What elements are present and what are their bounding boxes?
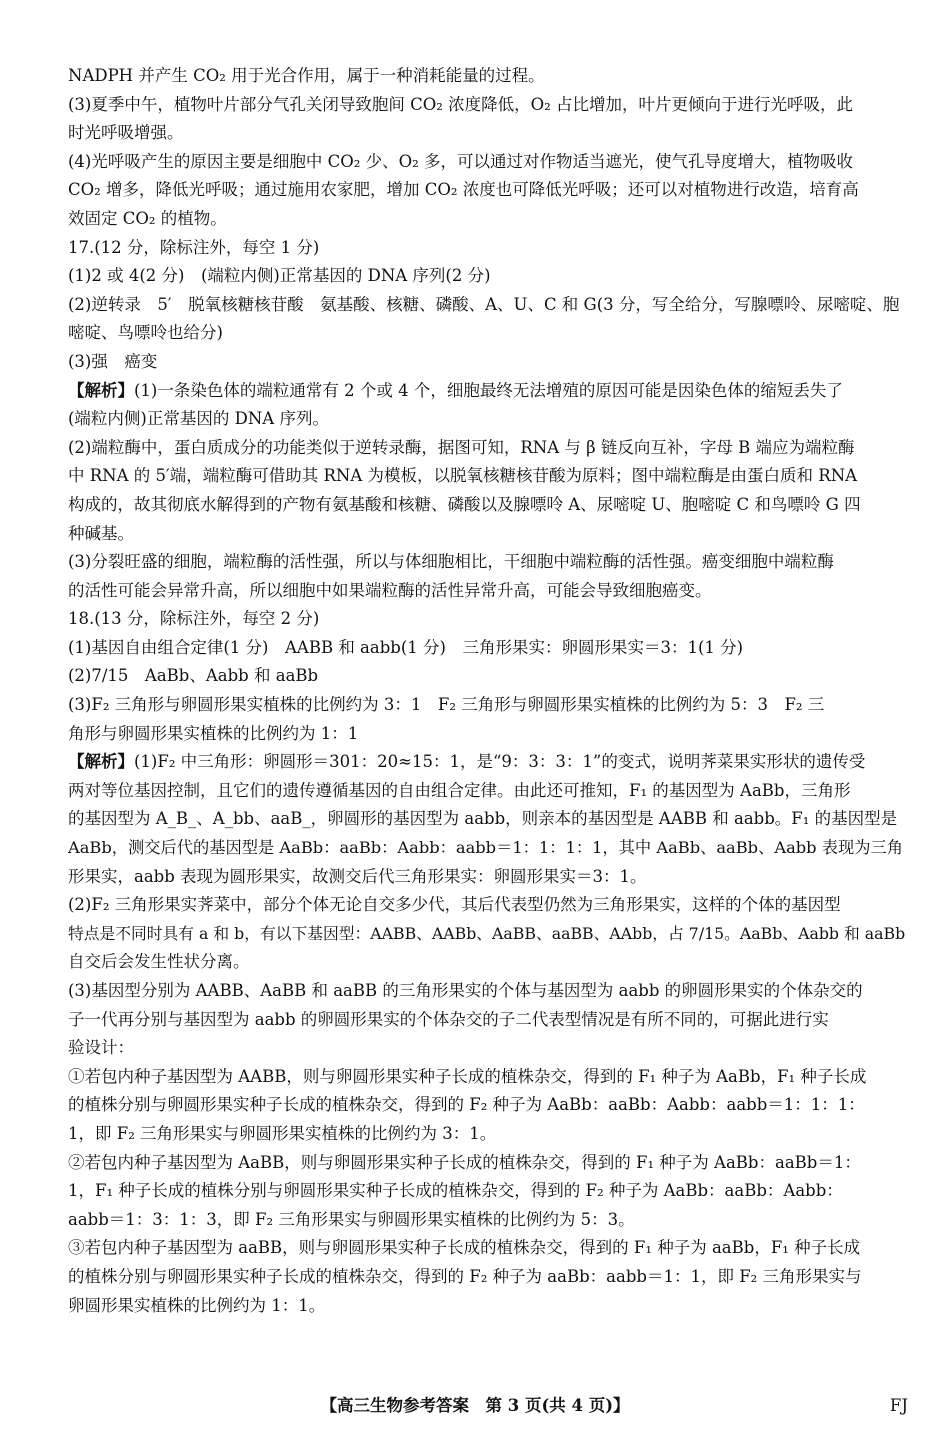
text-line: 中 RNA 的 5′端，端粒酶可借助其 RNA 为模板，以脱氧核糖核苷酸为原料；图中端粒酶是由蛋白质和 RNA: [68, 466, 858, 486]
text-line: 特点是不同时具有 a 和 b，有以下基因型：AABB、AABb、AaBB、aaBB、AAbb，占 7/15。AaBb、Aabb 和 aaBb: [68, 923, 906, 943]
text-line: 构成的，故其彻底水解得到的产物有氨基酸和核糖、磷酸以及腺嘌呤 A、尿嘧啶 U、胞嘧啶 C 和鸟嘌呤 G 四: [68, 494, 861, 514]
text-line: NADPH 并产生 CO₂ 用于光合作用，属于一种消耗能量的过程。: [68, 66, 545, 85]
text-line: 的植株分别与卵圆形果实种子长成的植株杂交，得到的 F₂ 种子为 aaBb：aabb＝1：1，即 F₂ 三角形果实与: [68, 1266, 862, 1286]
text-line: (1)2 或 4(2 分) (端粒内侧)正常基因的 DNA 序列(2 分): [68, 266, 491, 286]
analysis-marker: 【解析】: [68, 380, 134, 400]
text-line: 效固定 CO₂ 的植物。: [68, 208, 227, 228]
text-line: (2)端粒酶中，蛋白质成分的功能类似于逆转录酶，据图可知，RNA 与 β 链反向互补，字母 B 端应为端粒酶: [68, 437, 855, 457]
question-18-heading: 18.(13 分，除标注外，每空 2 分): [68, 609, 320, 629]
text-line: 自交后会发生性状分离。: [68, 952, 250, 972]
analysis-marker: 【解析】: [68, 752, 134, 772]
analysis-line: 【解析】(1)一条染色体的端粒通常有 2 个或 4 个，细胞最终无法增殖的原因可能是因染色体的缩短丢失了: [68, 380, 843, 400]
text-line: ③若包内种子基因型为 aaBB，则与卵圆形果实种子长成的植株杂交，得到的 F₁ 种子为 aaBb，F₁ 种子长成: [68, 1238, 861, 1258]
text-line: (3)强 癌变: [68, 351, 158, 371]
text-line: 两对等位基因控制，且它们的遗传遵循基因的自由组合定律。由此还可推知，F₁ 的基因型为 AaBb，三角形: [68, 780, 851, 800]
text-line: (1)基因自由组合定律(1 分) AABB 和 aabb(1 分) 三角形果实：卵圆形果实＝3：1(1 分): [68, 637, 744, 657]
text-line: 验设计：: [68, 1038, 134, 1058]
text-line: 角形与卵圆形果实植株的比例约为 1：1: [68, 723, 359, 743]
text-line: 1，F₁ 种子长成的植株分别与卵圆形果实种子长成的植株杂交，得到的 F₂ 种子为 AaBb：aaBb：Aabb：: [68, 1181, 843, 1201]
text-line: (4)光呼吸产生的原因主要是细胞中 CO₂ 少、O₂ 多，可以通过对作物适当遮光，使气孔导度增大，植物吸收: [68, 151, 854, 171]
text-line: (3)F₂ 三角形与卵圆形果实植株的比例约为 3：1 F₂ 三角形与卵圆形果实植株的比例约为 5：3 F₂ 三: [68, 695, 825, 715]
text-line: (3)分裂旺盛的细胞，端粒酶的活性强，所以与体细胞相比，干细胞中端粒酶的活性强。癌变细胞中端粒酶: [68, 552, 834, 572]
text-line: (2)F₂ 三角形果实荠菜中，部分个体无论自交多少代，其后代表型仍然为三角形果实，这样的个体的基因型: [68, 895, 841, 915]
text-line: 的基因型为 A_B_、A_bb、aaB_，卵圆形的基因型为 aabb，则亲本的基因型是 AABB 和 aabb。F₁ 的基因型是: [68, 809, 898, 829]
text-line: 的活性可能会异常升高，所以细胞中如果端粒酶的活性异常升高，可能会导致细胞癌变。: [68, 580, 712, 600]
page-footer: [0, 1392, 950, 1422]
text-line: CO₂ 增多，降低光呼吸；通过施用农家肥，增加 CO₂ 浓度也可降低光呼吸；还可以对植物进行改造，培育高: [68, 180, 859, 200]
text-line: 卵圆形果实植株的比例约为 1：1。: [68, 1295, 326, 1315]
analysis-line: 【解析】(1)F₂ 中三角形：卵圆形＝301：20≈15：1，是“9：3：3：1”的变式，说明荠菜果实形状的遗传受: [68, 752, 866, 772]
text-line: ②若包内种子基因型为 AaBB，则与卵圆形果实种子长成的植株杂交，得到的 F₁ 种子为 AaBb：aaBb＝1：: [68, 1152, 861, 1172]
text-line: 形果实，aabb 表现为圆形果实，故测交后代三角形果实：卵圆形果实＝3：1。: [68, 866, 647, 886]
footer-code: FJ: [889, 1396, 908, 1415]
text-line: AaBb，测交后代的基因型是 AaBb：aaBb：Aabb：aabb＝1：1：1：1，其中 AaBb、aaBb、Aabb 表现为三角: [68, 838, 903, 858]
text-line: 时光呼吸增强。: [68, 123, 184, 143]
text-line: (2)7/15 AaBb、Aabb 和 aaBb: [68, 666, 319, 686]
text-line: (3)基因型分别为 AABB、AaBB 和 aaBB 的三角形果实的个体与基因型为 aabb 的卵圆形果实的个体杂交的: [68, 981, 863, 1000]
text-line: aabb＝1：3：1：3，即 F₂ 三角形果实与卵圆形果实植株的比例约为 5：3。: [68, 1209, 635, 1229]
text-line: 子一代再分别与基因型为 aabb 的卵圆形果实的个体杂交的子二代表型情况是有所不同的，可据此进行实: [68, 1009, 829, 1029]
answer-text: [68, 62, 910, 1320]
text-line: 嘧啶、鸟嘌呤也给分): [68, 323, 223, 343]
text-line: (3)夏季中午，植物叶片部分气孔关闭导致胞间 CO₂ 浓度降低，O₂ 占比增加，叶片更倾向于进行光呼吸，此: [68, 94, 854, 114]
text-line: (端粒内侧)正常基因的 DNA 序列。: [68, 409, 329, 429]
text-line: (2)逆转录 5′ 脱氧核糖核苷酸 氨基酸、核糖、磷酸、A、U、C 和 G(3 分，写全给分，写腺嘌呤、尿嘧啶、胞: [68, 294, 900, 314]
text-line: 1，即 F₂ 三角形果实与卵圆形果实植株的比例约为 3：1。: [68, 1123, 497, 1143]
footer-page-label: 【高三生物参考答案 第 3 页(共 4 页)】: [320, 1396, 630, 1415]
text-line: 的植株分别与卵圆形果实种子长成的植株杂交，得到的 F₂ 种子为 AaBb：aaBb：Aabb：aabb＝1：1：1：: [68, 1095, 865, 1115]
text-line: ①若包内种子基因型为 AABB，则与卵圆形果实种子长成的植株杂交，得到的 F₁ 种子为 AaBb，F₁ 种子长成: [68, 1066, 867, 1086]
question-17-heading: 17.(12 分，除标注外，每空 1 分): [68, 237, 320, 257]
text-line: 种碱基。: [68, 523, 134, 543]
